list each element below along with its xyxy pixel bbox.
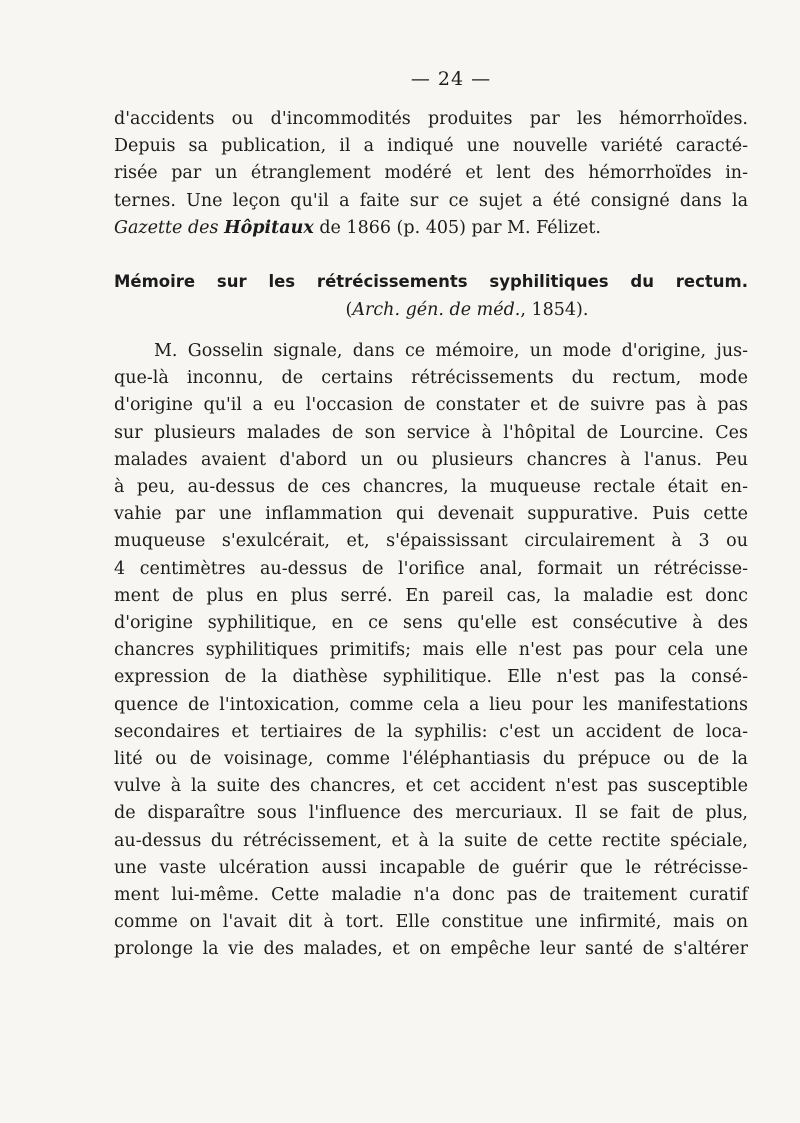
text-line: ment de plus en plus serré. En pareil cas, la maladie est donc — [114, 585, 748, 606]
section-title: Mémoire sur les rétrécissements syphilitiques du rectum. — [114, 272, 748, 292]
text-line: comme on l'avait dit à tort. Elle constitue une infirmité, mais on — [114, 912, 748, 933]
section-heading — [114, 268, 748, 296]
citation-open: ( — [345, 300, 353, 321]
text-line: vahie par une inflammation qui devenait suppurative. Puis cette — [114, 504, 748, 525]
text-line: à peu, au-dessus de ces chancres, la muqueuse rectale était en- — [114, 477, 748, 498]
journal-name-emphasis: Hôpitaux — [224, 217, 314, 238]
text-line: au-dessus du rétrécissement, et à la suite de cette rectite spéciale, — [114, 830, 748, 851]
section-citation — [114, 296, 748, 324]
text-line: d'accidents ou d'incommodités produites par les hémorrhoïdes. — [114, 109, 748, 129]
text-line: M. Gosselin signale, dans ce mémoire, un mode d'origine, jus- — [154, 341, 748, 362]
journal-reference-details: de 1866 (p. 405) par M. Félizet. — [313, 217, 601, 238]
text-line: sur plusieurs malades de son service à l'hôpital de Lourcine. Ces — [114, 422, 748, 443]
text-line: muqueuse s'exulcérait, et, s'épaississant circulairement à 3 ou — [114, 531, 748, 552]
text-line: ternes. Une leçon qu'il a faite sur ce sujet a été consigné dans la — [114, 190, 748, 211]
text-line: secondaires et tertiaires de la syphilis: c'est un accident de loca- — [114, 721, 748, 742]
text-line: Depuis sa publication, il a indiqué une nouvelle variété caracté- — [114, 136, 748, 157]
text-line: chancres syphilitiques primitifs; mais elle n'est pas pour cela une — [114, 640, 748, 661]
text-line: risée par un étranglement modéré et lent des hémorrhoïdes in- — [114, 163, 748, 184]
text-line: expression de la diathèse syphilitique. Elle n'est pas la consé- — [114, 667, 748, 688]
text-line: prolonge la vie des malades, et on empêche leur santé de s'altérer — [114, 939, 748, 960]
text-line: de disparaître sous l'influence des mercuriaux. Il se fait de plus, — [114, 803, 748, 824]
text-line: une vaste ulcération aussi incapable de guérir que le rétrécisse- — [114, 857, 748, 878]
text-line: d'origine syphilitique, en ce sens qu'elle est consécutive à des — [114, 613, 748, 634]
page-number: — 24 — — [410, 68, 492, 90]
text-line-journal-reference — [114, 215, 748, 242]
text-line: quence de l'intoxication, comme cela a lieu pour les manifestations — [114, 694, 748, 715]
text-line: d'origine qu'il a eu l'occasion de constater et de suivre pas à pas — [114, 395, 748, 416]
paragraph-intro — [114, 106, 748, 242]
text-line: lité ou de voisinage, comme l'éléphantiasis du prépuce ou de la — [114, 749, 748, 770]
citation-details: , 1854). — [520, 300, 589, 321]
journal-name: Gazette des — [114, 217, 225, 238]
paragraph-main — [114, 338, 748, 964]
text-line: 4 centimètres au-dessus de l'orifice anal, formait un rétrécisse- — [114, 558, 748, 579]
text-line: vulve à la suite des chancres, et cet accident n'est pas susceptible — [114, 776, 748, 797]
text-line: ment lui-même. Cette maladie n'a donc pas de traitement curatif — [114, 885, 748, 906]
citation-journal: Arch. gén. de méd. — [352, 300, 521, 321]
text-line: que-là inconnu, de certains rétrécissements du rectum, mode — [114, 368, 748, 389]
text-line: malades avaient d'abord un ou plusieurs chancres à l'anus. Peu — [114, 449, 748, 470]
